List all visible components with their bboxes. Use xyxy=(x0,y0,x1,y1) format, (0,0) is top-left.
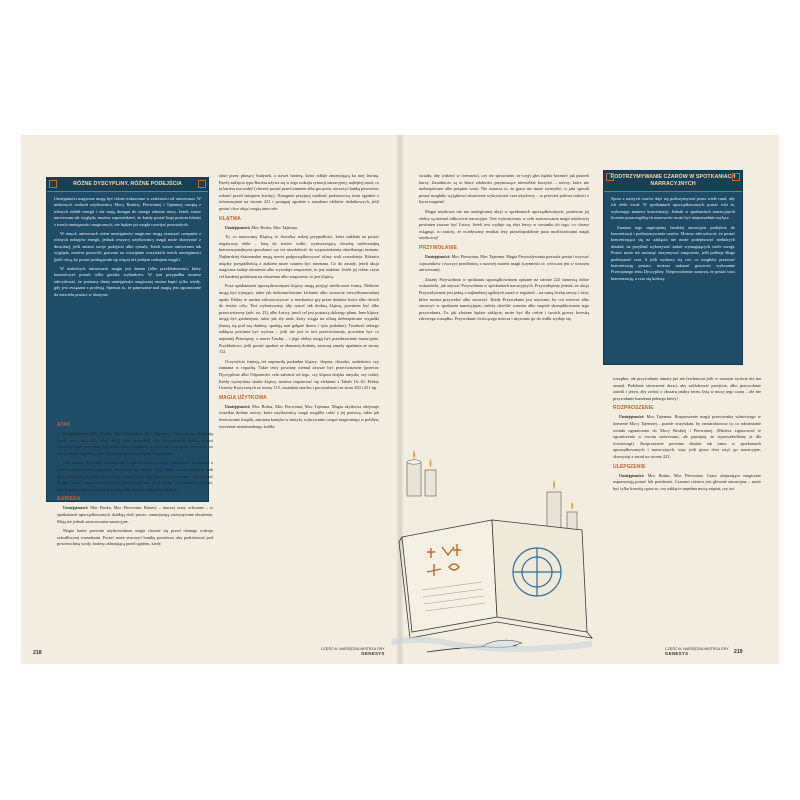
right-page-column-2 xyxy=(613,376,761,606)
sidebar-paragraph: Sporo z naszych czarów daje się podtrzymywać przez wiele rund, aby ich efekt trwał. W spotkaniach uporządkowanych postać robi to, wykonując manewr koncentracji. Jednak w spotkaniach narracyjnych liczenie poszczególnych manewrów może być niepotrzebnie mylące. xyxy=(611,196,735,221)
section-heading: PRZYWOŁANIE xyxy=(419,244,458,251)
corner-ornament xyxy=(49,180,57,188)
paragraph-lead: Umiejętności: xyxy=(619,472,645,478)
paragraph-lead: Umiejętności: xyxy=(619,414,645,420)
body-paragraph xyxy=(57,431,213,457)
paragraph-text: To, co nazywamy Klątwą, to dowolny rodzaj przypadłości, która nakłada na postać negatywny efekt – karę do testów walki, wyniszczającą chorobę nielecznalną konwencjonalnymi sposobami czy też niezdolność do wypowiedzenia określonego imienia. Najbardziej ekstremalne mogą nawet podporządkowywać ofiary woli czarodzieja. Różnica między przypadłością a atakiem może czasem być nieznana. Co do zasady, jeżeli akcja magiczna zadaje obrażenia albo wywołuje zmęczenie, to jest atakiem. Jeżeli jej celem czyni cel bardziej podatnym na obrażenia albo zmęczenie, to jest klątwą. xyxy=(219,234,379,279)
sidebar-title: RÓŻNE DYSCYPLINY, RÓŻNE PODEJŚCIA xyxy=(47,178,208,192)
page-number: 218 xyxy=(33,650,42,656)
section-heading: MAGIA UŻYTKOWA xyxy=(219,394,267,401)
body-paragraph xyxy=(57,528,213,548)
paragraph-text: Moc Boska, Moc Pierwotna, Moc Tajemna. Magia użytkowa obejmuje wszelkie drobne rzeczy, które użytkownicy magii mogliby robić z jej pomocą, takie jak lewitowanie książki, zamiana kamyka w motyla, wykrywanie czegoś magicznego w pobliżu, tworzenie nienaturalnego źródła xyxy=(219,403,379,429)
section-heading: ATAK xyxy=(57,422,71,428)
paragraph-text: Gdy chcesz, by postać zaatakowała kogoś za pomocą magii, rozumiemy skorzystać z zasad wykonywania magicznej akcji (zob. ze stronie 221). Jeżeli trzeba wykonać atak poza walką (na przykład wstrzyknąć ocenie nocy, aby spowodować lawinę i zablokować drogę), gracze mogą nadal używać zasad magicznej akcji Ataku, a ty możesz określić, jakich minimalnych obrażeń potrzeba, aby uzyskać pożądany rezultat. xyxy=(57,460,213,492)
paragraph-text: Zasady Przywołania w spotkaniu uporządkowanym opisane na stronie 222 stanowią dobre wskazówki, jak używać Przywołania w spotkaniach narracyjnych. Przywołujemy jednak, że akcja Przywoływanie jest jedną z najbardziej ogólnych zasad w regułach – na samą liczbę rzeczy i istot, które można przywołać albo stworzyć. Kiedy Przywołanie jest używane, by coś wezwać albo stworzyć w spotkaniu narracyjnym, należy określić rozmiar albo stopień skomplikowania tego przywołania. To, jak złożone będzie zaklęcie, może być dla ciebie i twoich graczy kwestią zdrowego rozsądku. Przywołanie świecącego miecza i używanie go do walki wydaje się xyxy=(419,276,589,322)
sidebar-body xyxy=(604,192,742,289)
left-page-column-2 xyxy=(219,173,379,633)
body-paragraph xyxy=(613,376,761,402)
right-footer-running-head xyxy=(665,647,743,656)
paragraph-text: Magia użytkowa nie ma analogicznej akcji w spotkaniach uporządkowanych, ponieważ jej efekty są niemal całkowicie narracyjne. Test wykonywany w celu zastosowania magii użytkowej powinien zawsze być Łatwy. Jeżeli test wydaje się zbyt łatwy w stosunku do tego, co chcesz osiągnąć, to znaczy, że oczekiwany rezultat leży prawdopodobnie poza możliwościami magii użytkowej! xyxy=(419,208,589,241)
paragraph-text: Moc Boska, Moc Tajemna. xyxy=(251,224,298,230)
paragraph-lead: Umiejętności: xyxy=(425,253,451,259)
sidebar-paragraph: Umiejętności magiczne mogą być różnie traktowane w zależności od uniwersum. W niektórych realiach użytkownicy Mocy Boskiej, Pierwotnej i Tajemnej czerpią z różnych źródeł energii i nie mają dostępu do innego rdzenia mocy. Jeżeli wasze uniwersum tak wygląda, możesz zapowiedzieć, że każdy postać kupi poziom którejś z trzech umiejętności magicznych, nie będzie już mogła rozwijać pozostałych. xyxy=(54,196,201,227)
candle-cluster-left xyxy=(407,450,436,496)
paragraph-text: Oczywiście istnieją też naprawdę paskudne klątwy: ślepota, choroba, szaleństwo czy zamiana w ropuchę. Takie testy powinny niemal zawsze być przeciwstawne (przeciw Dyscyplinie albo Odporności celu zależnie od tego, czy klątwa dotyka umysłu, czy ciała). Kiedy wymyślasz skutki klątwy, możesz inspirować się efektami z Tabeli I.6–10: Efekty Urazów Krytycznych ze strony 115, zasadami strachu i poczytalności ze stron 250 i 251 itp. xyxy=(219,358,379,391)
paragraph-lead: Umiejętności: xyxy=(225,403,251,409)
paragraph-text: światła, aby widzieć w ciemności, czy też sprawianie, że czyjś głos będzie brzmieć jak pustrek burzy. Zasadniczo są to łatwe zdolności przynoszące niewielkie korzyści – rzeczy, które nie niebezpieczne albo potężne czary. Nie oznacza to, że gracz nie może wymyślić, w jaki sposób postać mogłaby wyjątkowo skutecznie wykorzystać czar użytkowy – to przecież połowa radości z bycia magiem! xyxy=(419,173,589,205)
body-paragraph xyxy=(219,234,379,280)
body-paragraph xyxy=(613,414,761,460)
body-paragraph xyxy=(219,173,379,213)
left-footer xyxy=(33,650,42,656)
running-head: CZĘŚĆ III: NARZĘDZIA MISTRZA GRY GENESYS xyxy=(321,647,385,656)
paragraph-lead: Umiejętności: xyxy=(63,431,89,436)
paragraph-text: Poza spotkaniami uporządkowanymi klątwy mogą przyjąć nieśliczone formy. Niektóre mogą być irytujące, takie jak niekontrolowane kichanie albo szczarcie niewytłumaczalnej apatii. Efekty te można odwzorowywać w mechanice gry przez dodanie kości albo dwóch do testów celu. Test wykonywany, aby rzucić tak drobną klątwę, powinien być albo przeciwstawny (zob. str. 25), albo Łatwy, jeżeli cel jest postacią dalszego planu. Inne klątwy mogą być groźniejsze, takie jak zły urok, który sciąga na ofiarę niebezpieczne wypadki (łamią się pod nią drabiny, spadają nań gałęzie drzew i tym podobne). Trudność takiego zaklęcia powinna być wyższa – jeśli nie jest to test przeciwstawny, powinien być co najmniej Przeciętny, a nawet Trudny – i jego efekty mogą być przedstawione narracyjnie. Przykładowo, jeśli postać spadnie ze złamanej drabiny, zastosuj zasady upadania ze strony 112. xyxy=(219,283,379,355)
paragraph-text: Moc Pierwotna, Moc Tajemna. Magia Przywoływania pozwala postaci wzywać sojuszników i tworzyć przedmioty z surowej materii magii (czynności te, wówczas jest w waszym uniwersum). xyxy=(419,253,589,273)
sidebar-paragraph: Zamiast tego sugerujemy bardziej narracyjne podejście do koncentracji i podtrzymywania czarów. Możesz zdecydować, że postać koncentrująca się na zaklęciu nie może podejmować niektórych działań, na przykład wykonywać zadań wymagających wiele uwagi. Postać może też nacisnąć otrzymywać zmęczenie, jeśli próbuje długo podtrzymać czar. A jeśli wydarzy się coś, co mogłoby przerwać koncentrację postaci, możesz nakazać graczowi wykonanie Przeciętnego testu Dyscypliny. Niepowodzenie oznacza, że postać traci koncentrację, a czar się kończy. xyxy=(611,224,735,281)
body-paragraph xyxy=(419,173,589,206)
running-head: CZĘŚĆ III: NARZĘDZIA MISTRZA GRY GENESYS xyxy=(665,647,729,656)
corner-ornament xyxy=(198,180,206,188)
body-paragraph xyxy=(219,225,379,232)
paragraph-lead: Umiejętności: xyxy=(225,224,251,230)
section-heading: BARIERA xyxy=(57,496,81,503)
paragraph-text: Moc Boska, Moc Pierwotna. Bariery – inaczej czary ochronne – w spotkaniach uporządkowanych działają dość prosto: zmniejszają otrzymywane obrażenia. Mają też jednak zastosowania narracyjne. xyxy=(57,505,213,524)
section-heading: ROZPROSZENIE xyxy=(613,405,654,412)
body-paragraph xyxy=(219,404,379,430)
sidebar-title: PODTRZYMYWANIE CZARÓW W SPOTKANIACH NARRACYJNYCH xyxy=(604,171,742,192)
body-paragraph xyxy=(57,505,213,525)
body-paragraph xyxy=(613,473,761,493)
paragraph-text: idzie przez płonący budynek, a nawet barierę, która odbije zmierzającą ku niej lawinę. Kiedy zaklęcia typu Bariera używa się w tego rodzaju sytuacji narracyjnej, najlepiej ustal, co ta bariera ma zrobić (chronić postać przed zimnem albo gorącem, stworzyć bańkę powietrza, osłonić przed śniegiem lawiny). Następnie przyjmij trudność podstawową testu zgodnie z informacjami na stronie 221 i postępuj zgodnie z zasadami efektów dodatkowych, jeśli postać chce objąć magią inne cele. xyxy=(219,173,379,211)
section-heading: ULEPSZENIE xyxy=(613,463,646,470)
sidebar-sustaining-spells xyxy=(603,170,743,365)
open-book xyxy=(399,520,592,638)
left-footer-running-head xyxy=(321,647,385,656)
paragraph-text: Moc Boska, Moc Pierwotna, Moc Tajemna. Czary Ataku obejmują każdy test walki albo innej akcji, która pośrednio albo bezpośrednio zadaje celowi obrażenia bądź powoduje jego zmęczenie. Przykłady to rzucenie kulą ognia, uderzenie we wroga magiczną mocą albo objęcie go niewidzialnymi sierpowymi. xyxy=(57,431,213,456)
body-paragraph xyxy=(419,209,589,242)
sidebar-paragraph: W niektórych uniwersach magia jest darem (albo przekleństwem), który kontrolować potrafi tylko garstka wybrańców. W tym przypadku możesz zdecydować, że poziomy danej umiejętności magicznej można kupić tylko wtedy, gdy jest związana z profesją. Sprawia to, że panowanie nad magią jest ograniczone do niewielu postaci w drużynie. xyxy=(54,266,201,297)
right-page-column-1 xyxy=(419,173,589,473)
body-paragraph xyxy=(219,359,379,392)
corner-ornament xyxy=(732,173,740,181)
paragraph-lead: Umiejętności: xyxy=(63,505,89,511)
paragraph-text: Magia barier pozwala użytkownikom magii chronić się przed różnego rodzaju szkodliwymi warunkami. Postać może stworzyć banikę powietrza, aby podróżować pod powierzchnią wody, barierę osłaniającą przed ogniem, kiedy xyxy=(57,528,213,547)
body-paragraph xyxy=(419,254,589,274)
paragraph-text: Moc Tajemna. Rozproszenie magii przeciwnika właściwego w domenie Mocy Tajemnej – przede wszystkim, by zneutralizować to, co udrażnianie zostało ograniczone do Mocy Boskiej i Pierwotnej. (Możesz zignorować te ograniczenia w swoim uniwersum, ale pamiętaj, że wprowadziliśmy je dla równowagi). Rozproszenie powinno działać tak samo w spotkaniach uporządkowanych i narracyjnych, więc jeśli gracz chce użyć go narracyjnie, skorzystaj z zasad na stronie 223. xyxy=(613,414,761,459)
spellbook-illustration xyxy=(387,442,602,662)
body-paragraph xyxy=(57,460,213,493)
left-page xyxy=(21,135,400,664)
left-page-column-1 xyxy=(57,419,213,629)
paragraph-text: rozsądne, ale przywołanie armaty już nie (zwłaszcza jeśli w waszym świecie nie ma armat). Podobnie stworzenie drzwi, aby zablokować przejście, albo przywołanie zarośli i jeżyn, aby zrobić z obszaru trudny teren, leżą w mocy tego czaru – ale nie przywołanie kamienia pełnego łatwy! xyxy=(613,376,761,401)
body-paragraph xyxy=(219,283,379,356)
section-heading: KLĄTWA xyxy=(219,215,241,222)
paragraph-text: Moc Boska, Moc Pierwotna. Czary ulepszające magicznie usprawniają postać lub przedmiot. Czasami różnica jest głównie narracyjna – może być tylko kwestią opisu to, czy zaklęcie napełnia mocą mięśni, czy też xyxy=(613,472,761,491)
corner-ornament xyxy=(606,173,614,181)
sidebar-body xyxy=(47,192,208,305)
page-number: 219 xyxy=(733,648,743,655)
sidebar-paragraph: W innych uniwersach różne umiejętności magiczne mogą oznaczać czerpanie z różnych rodzajów energii, jednak wszyscy użytkownicy magii może skorzystać z dowolnej, jeśli zmieni swoje podejście albo rytuały. Jeżeli wasze uniwersum tak wygląda, możesz pozwolić graczom na rozwijanie wszystkich trzech umiejętności (jeśli chcą, by postać posługiwała się więcej niż jednym rodzajem magii). xyxy=(54,231,201,262)
body-paragraph xyxy=(419,277,589,323)
